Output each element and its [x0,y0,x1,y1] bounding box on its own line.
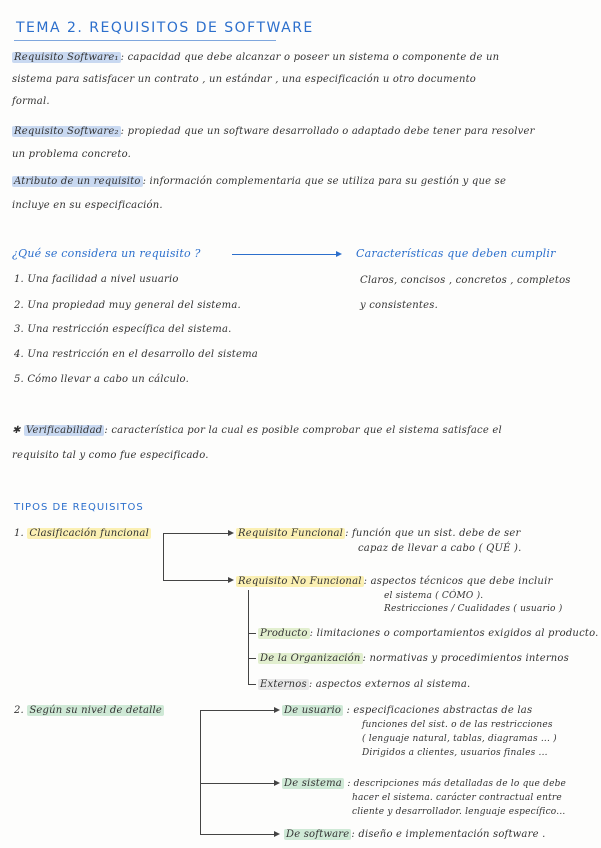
characteristics-line-2: y consistentes. [360,300,438,311]
arrow-head-icon [274,831,280,837]
question-item-1: 1. Una facilidad a nivel usuario [14,274,179,285]
arrow-head-icon [228,530,234,536]
tree-1-sub-branch-2 [248,658,256,659]
tree-1-branch-no-funcional [163,580,228,581]
requisito-no-funcional-line-3: Restricciones / Cualidades ( usuario ) [384,604,563,614]
star-icon: ✱ [12,425,21,436]
sub-producto-term: Producto [260,628,308,639]
classification-2-label: Según su nivel de detalle [29,705,163,716]
nivel-software-text: : diseño e implementación software . [351,829,546,840]
definition-3-term: Atributo de un requisito [14,176,141,187]
classification-1-label: Clasificación funcional [29,528,149,539]
tree-2-branch-software [200,834,274,835]
page-title: TEMA 2. REQUISITOS DE SOFTWARE [16,20,314,36]
classification-1 [14,528,151,539]
requisito-funcional-term: Requisito Funcional [238,528,344,539]
sub-producto-text: : limitaciones o comportamientos exigidos al producto. [309,628,599,639]
nivel-usuario-line-3: ( lenguaje natural, tablas, diagramas ... ) [362,734,557,744]
requisito-funcional-line-2: capaz de llevar a cabo ( QUÉ ). [358,543,522,554]
tree-1-sub-vertical [248,590,249,684]
tree-1-vertical [163,533,164,581]
definition-2-term: Requisito Software₂ [14,126,119,137]
definition-2-line-2: un problema concreto. [12,149,132,160]
nivel-sistema-text: : descripciones más detalladas de lo que debe [347,779,567,789]
classification-2 [14,705,164,716]
definition-1-line-2: sistema para satisfacer un contrato , un estándar , una especificación u otro documento [12,74,477,85]
question-item-4: 4. Una restricción en el desarrollo del sistema [14,349,258,360]
tree-1-sub-branch-3 [248,684,256,685]
nivel-usuario-line-4: Dirigidos a clientes, usuarios finales ... [362,748,548,758]
arrow-head-icon [228,577,234,583]
verifiability-line-2: requisito tal y como fue especificado. [12,450,209,461]
tree-2-branch-sistema [200,783,274,784]
arrow-head-icon [336,251,342,257]
requisito-funcional [236,528,520,539]
nivel-sistema-term: De sistema [284,778,342,789]
nivel-software [284,829,545,840]
nivel-sistema-line-3: cliente y desarrollador. lenguaje específico... [352,807,566,817]
definition-1-text: : capacidad que debe alcanzar o poseer un sistema o componente de un [120,52,500,63]
requisito-funcional-text: : función que un sist. debe de ser [345,528,521,539]
question-item-3: 3. Una restricción específica del sistema. [14,324,232,335]
nivel-sistema-line-2: hacer el sistema. carácter contractual entre [352,793,562,803]
nivel-usuario-text: : especificaciones abstractas de las [346,705,533,716]
definition-1-term: Requisito Software₁ [14,52,119,63]
arrow-to-characteristics [232,254,336,255]
requisito-no-funcional [236,576,552,587]
definition-2-text: : propiedad que un software desarrollado o adaptado debe tener para resolver [120,126,535,137]
tree-1-branch-funcional [163,533,228,534]
question-item-2: 2. Una propiedad muy general del sistema. [14,300,241,311]
question-heading: ¿Qué se considera un requisito ? [12,247,201,260]
sub-externos-term: Externos [260,679,307,690]
nivel-usuario [282,705,532,716]
nivel-software-term: De software [286,829,350,840]
definition-3-line-2: incluye en su especificación. [12,200,163,211]
requisito-no-funcional-text: : aspectos técnicos que debe incluir [363,576,553,587]
sub-producto [258,628,599,639]
title-underline [14,40,276,41]
verifiability-term: Verificabilidad [25,425,103,436]
arrow-head-icon [274,707,280,713]
nivel-sistema [282,778,566,789]
sub-organizacion-term: De la Organización [260,653,361,664]
sub-organizacion [258,653,569,664]
verifiability-text: : característica por la cual es posible comprobar que el sistema satisface el [104,425,502,436]
definition-1 [12,52,499,63]
arrow-head-icon [274,780,280,786]
classification-1-number: 1. [14,528,24,539]
sub-externos [258,679,470,690]
requisito-no-funcional-line-2: el sistema ( CÓMO ). [384,591,484,601]
definition-3-text: : información complementaria que se utiliza para su gestión y que se [142,176,507,187]
nivel-usuario-line-2: funciones del sist. o de las restricciones [362,720,553,730]
definition-3 [12,176,506,187]
types-heading: TIPOS DE REQUISITOS [14,502,144,513]
question-item-5: 5. Cómo llevar a cabo un cálculo. [14,374,189,385]
tree-2-branch-usuario [200,710,274,711]
requisito-no-funcional-term: Requisito No Funcional [238,576,362,587]
tree-1-sub-branch-1 [248,633,256,634]
sub-externos-text: : aspectos externos al sistema. [308,679,471,690]
definition-2 [12,126,535,137]
definition-1-line-3: formal. [12,96,50,107]
characteristics-heading: Características que deben cumplir [356,247,556,260]
verifiability-definition [12,425,502,436]
characteristics-line-1: Claros, concisos , concretos , completos [360,275,571,286]
classification-2-number: 2. [14,705,24,716]
sub-organizacion-text: : normativas y procedimientos internos [362,653,569,664]
nivel-usuario-term: De usuario [284,705,342,716]
tree-2-vertical [200,710,201,835]
